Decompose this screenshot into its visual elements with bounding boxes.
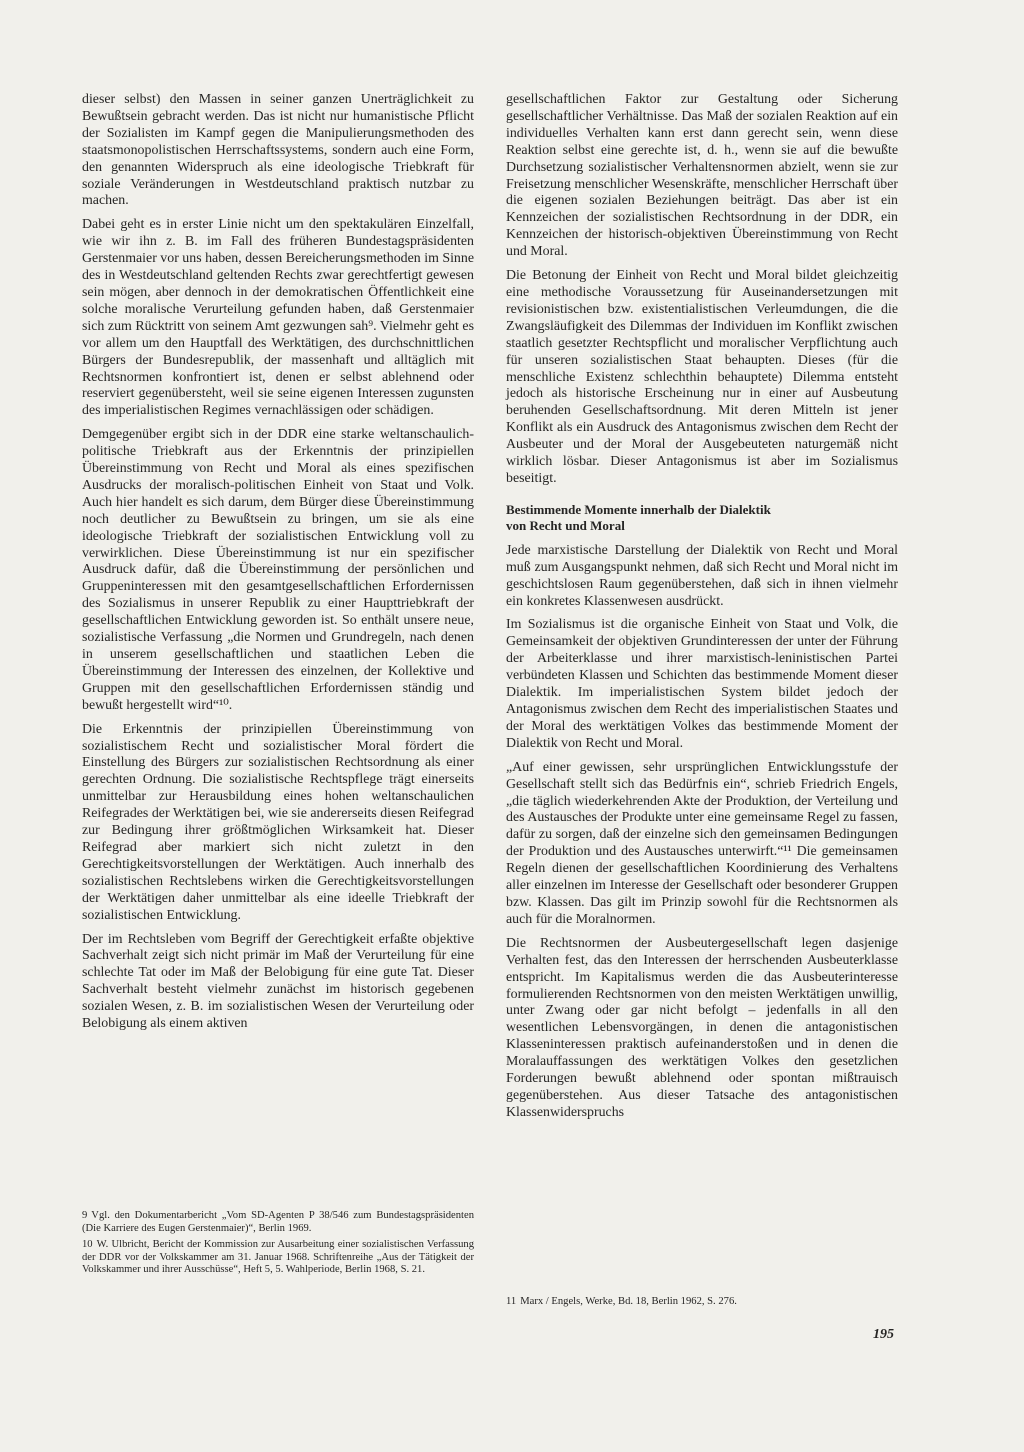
- footnote-number: 10: [82, 1239, 93, 1251]
- paragraph: Die Betonung der Einheit von Recht und Moral bildet gleichzeitig eine methodische Voraussetzung für Auseinandersetzungen mit revisionistischen bzw. existentialistischen Verleumdungen, die die Zwangsläufigkeit des Dilemmas der Individuen im Konflikt zwischen staatlich gesetzter Rechtspflicht und moralischer Verpflichtung auch für unseren sozialistischen Staat behaupten. Dieses (für die menschliche Existenz schlechthin behauptete) Dilemma entsteht jedoch als historische Erscheinung nur in einer auf Ausbeutung beruhenden Gesellschaftsordnung. Mit deren Mitteln ist jener Konflikt als ein Ausdruck des Antagonismus zwischen dem Recht der Ausbeuter und der Moral der Ausgebeuteten naturgemäß nicht wirklich lösbar. Dieser Antagonismus ist aber im Sozialismus beseitigt.: [506, 268, 898, 486]
- section-heading: [506, 502, 898, 534]
- footnote: [82, 1239, 474, 1277]
- footnote-number: 9: [82, 1210, 88, 1221]
- paragraph: Die Rechtsnormen der Ausbeutergesellschaft legen dasjenige Verhalten fest, das den Interessen der herrschenden Ausbeuterklasse entspricht. Im Kapitalismus werden die das Ausbeuterinteresse formulierenden Rechtsnormen von den meisten Werktätigen unwillig, unter Zwang oder gar nicht befolgt – jedenfalls in all den wesentlichen Lebensvorgängen, in denen die antagonistischen Klasseninteressen praktisch aufeinanderstoßen und in denen die Moralauffassungen des werktätigen Volkes den gesetzlichen Forderungen bewußt ablehnend oder spontan mißtrauisch gegenüberstehen. Aus dieser Tatsache des antagonistischen Klassenwiderspruchs: [506, 935, 898, 1120]
- footnote-text: Vgl. den Dokumentarbericht „Vom SD-Agenten P 38/546 zum Bundestagspräsidenten (Die Karriere des Eugen Gerstenmaier)“, Berlin 1969.: [82, 1210, 474, 1234]
- footnote: [82, 1210, 474, 1235]
- footnote-text: Marx / Engels, Werke, Bd. 18, Berlin 1962, S. 276.: [520, 1296, 737, 1307]
- footnotes-right: [506, 1296, 898, 1313]
- paragraph: „Auf einer gewissen, sehr ursprünglichen Entwicklungsstufe der Gesellschaft stellt sich das Bedürfnis ein“, schrieb Friedrich Engels, „die täglich wiederkehrenden Akte der Produktion, der Verteilung und des Austausches der Produkte unter eine gemeinsame Regel zu fassen, dafür zu sorgen, daß der einzelne sich den gemeinsamen Bedingungen der Produktion und des Austausches unterwirft.“¹¹ Die gemeinsamen Regeln dienen der gesellschaftlichen Koordinierung des Verhaltens aller einzelnen im Interesse der Gesellschaft oder besonderer Gruppen bzw. Klassen. Das gilt im Prinzip sowohl für die Rechtsnormen als auch für die Moralnormen.: [506, 759, 898, 927]
- paragraph: Dabei geht es in erster Linie nicht um den spektakulären Einzelfall, wie wir ihn z. B. im Fall des früheren Bundestagspräsidenten Gerstenmaier vor uns haben, dessen Bereicherungsmethoden im Sinne des in Westdeutschland geltenden Rechts zwar gerechtfertigt gewesen sein mögen, aber dennoch in der demokratischen Öffentlichkeit eine solche moralische Verurteilung gefunden haben, daß Gerstenmaier sich zum Rücktritt von seinem Amt gezwungen sah⁹. Vielmehr geht es vor allem um den Hauptfall des Werktätigen, des durchschnittlichen Bürgers der Bundesrepublik, der massenhaft und alltäglich mit Rechtsnormen konfrontiert ist, denen er selbst ablehnend oder reserviert gegenübersteht, weil sie seine eigenen Interessen zugunsten des imperialistischen Regimes vernachlässigen oder schädigen.: [82, 217, 474, 419]
- page-number: 195: [873, 1327, 894, 1342]
- footnote: [506, 1296, 898, 1309]
- left-column: [82, 92, 474, 1040]
- section-heading-line: Bestimmende Momente innerhalb der Dialektik: [506, 501, 771, 517]
- right-column: [506, 92, 898, 1129]
- paragraph: Demgegenüber ergibt sich in der DDR eine starke weltanschaulich-politische Triebkraft aus der Erkenntnis der prinzipiellen Übereinstimmung von Recht und Moral als eines spezifischen Ausdrucks der moralisch-politischen Einheit von Staat und Volk. Auch hier handelt es sich darum, dem Bürger diese Übereinstimmung noch deutlicher zu Bewußtsein zu bringen, um sie als eine ideologische Triebkraft der sozialistischen Entwicklung voll zu verwirklichen. Diese Übereinstimmung ist nur ein spezifischer Ausdruck dafür, daß die Übereinstimmung der persönlichen und Gruppeninteressen mit den gesamtgesellschaftlichen Erfordernissen des Sozialismus in unserer Republik zu einer Haupttriebkraft der gesellschaftlichen Entwicklung geworden ist. So enthält unsere neue, sozialistische Verfassung „die Normen und Grundregeln, nach denen in unserem gesellschaftlichen und staatlichen Leben die Übereinstimmung der Interessen des einzelnen, der Kollektive und Gruppen mit den gesellschaftlichen Erfordernissen ständig und bewußt hergestellt wird“¹⁰.: [82, 427, 474, 713]
- paragraph: Jede marxistische Darstellung der Dialektik von Recht und Moral muß zum Ausgangspunkt nehmen, daß sich Recht und Moral nicht im geschichtslosen Raum gegenüberstehen, daß sich in ihnen vielmehr ein konkretes Klassenwesen ausdrückt.: [506, 542, 898, 609]
- footnote-number: 11: [506, 1296, 517, 1307]
- paragraph: gesellschaftlichen Faktor zur Gestaltung oder Sicherung gesellschaftlicher Verhältnisse. Das Maß der sozialen Reaktion auf ein individuelles Verhalten kann erst dann gerecht sein, wenn diese Reaktion selbst eine gerechte ist, d. h., wenn sie auf die bewußte Durchsetzung sozialistischer Verhaltensnormen abzielt, wenn sie zur Freisetzung menschlicher Wesenskräfte, menschlicher Herrschaft über die eigenen sozialen Beziehungen beiträgt. Das aber ist ein Kennzeichen der sozialistischen Rechtsordnung in der DDR, ein Kennzeichen der historisch-objektiven Übereinstimmung von Recht und Moral.: [506, 92, 898, 260]
- footnotes-left: [82, 1210, 474, 1281]
- paragraph: dieser selbst) den Massen in seiner ganzen Unerträglichkeit zu Bewußtsein gebracht werden. Das ist nicht nur humanistische Pflicht der Sozialisten im Kampf gegen die Manipulierungsmethoden des staatsmonopolistischen Herrschaftssystems, sondern auch eine Form, den genannten Widerspruch als eine ideologische Triebkraft für soziale Veränderungen in Westdeutschland praktisch nutzbar zu machen.: [82, 92, 474, 209]
- paragraph: Im Sozialismus ist die organische Einheit von Staat und Volk, die Gemeinsamkeit der objektiven Grundinteressen der unter der Führung der Arbeiterklasse und ihrer marxistisch-leninistischen Partei verbündeten Klassen und Schichten das bestimmende Moment dieser Dialektik. Im imperialistischen System bildet jedoch der Antagonismus zwischen dem Recht des imperialistischen Staates und der Moral des werktätigen Volkes das bestimmende Moment der Dialektik von Recht und Moral.: [506, 617, 898, 751]
- paragraph: Die Erkenntnis der prinzipiellen Übereinstimmung von sozialistischem Recht und sozialistischer Moral fördert die Einstellung des Bürgers zur sozialistischen Rechtsordnung als einer gerechten Ordnung. Die sozialistische Rechtspflege trägt einerseits unmittelbar zur Herausbildung eines hohen weltanschaulichen Reifegrades der Werktätigen bei, wie sie andererseits diesen Reifegrad zur Bedingung ihrer größtmöglichen Wirksamkeit hat. Dieser Reifegrad aber markiert sich nicht zuletzt in den Gerechtigkeitsvorstellungen der Werktätigen. Auch innerhalb des sozialistischen Rechtslebens wirken die Gerechtigkeitsvorstellungen der Werktätigen daher unmittelbar als eine ideelle Triebkraft der sozialistischen Entwicklung.: [82, 721, 474, 923]
- footnote-text: W. Ulbricht, Bericht der Kommission zur Ausarbeitung einer sozialistischen Verfassung der DDR vor der Volkskammer am 31. Januar 1968. Schriftenreihe „Aus der Tätigkeit der Volkskammer und ihrer Ausschüsse“, Heft 5, 5. Wahlperiode, Berlin 1968, S. 21.: [82, 1239, 474, 1276]
- paragraph: Der im Rechtsleben vom Begriff der Gerechtigkeit erfaßte objektive Sachverhalt zeigt sich nicht primär im Maß der Verurteilung für eine schlechte Tat oder im Maß der Belobigung für eine gute Tat. Dieser Sachverhalt besteht vielmehr zunächst im historisch gegebenen sozialen Wesen, z. B. im sozialistischen Wesen der Verurteilung oder Belobigung als einem aktiven: [82, 931, 474, 1032]
- section-heading-line: von Recht und Moral: [506, 517, 625, 533]
